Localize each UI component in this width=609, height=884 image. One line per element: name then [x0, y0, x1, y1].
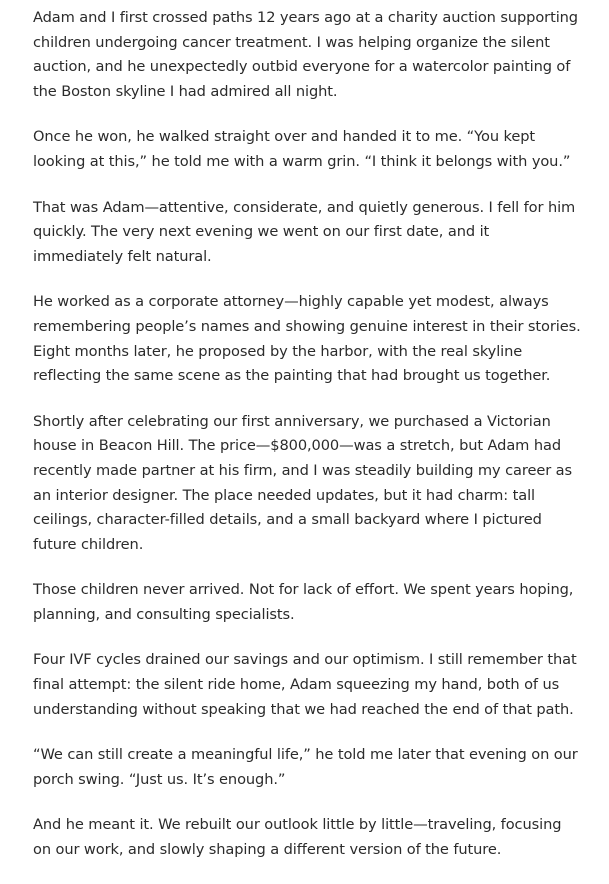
paragraph-9: And he meant it. We rebuilt our outlook little by little—traveling, focusing on our work, and slowly shaping a different version of the future.	[33, 816, 562, 859]
paragraph-5: Shortly after celebrating our first anniversary, we purchased a Victorian house in Beacon Hill. The price—$800,000—was a stretch, but Adam had recently made partner at his firm, and I was steadily building my career as an interior designer. The place needed updates, but it had charm: tall ceilings, character-filled details, and a small backyard where I pictured future children.	[33, 412, 573, 553]
article-body	[33, 6, 581, 884]
paragraph-1: Adam and I first crossed paths 12 years ago at a charity auction supporting children undergoing cancer treatment. I was helping organize the silent auction, and he unexpectedly outbid everyone for a watercolor painting of the Boston skyline I had admired all night.	[33, 9, 578, 100]
paragraph-3: That was Adam—attentive, considerate, and quietly generous. I fell for him quickly. The very next evening we went on our first date, and it immediately felt natural.	[33, 198, 576, 265]
paragraph-2: Once he won, he walked straight over and handed it to me. “You kept looking at this,” he told me with a warm grin. “I think it belongs with you.”	[33, 128, 571, 170]
paragraph-8: “We can still create a meaningful life,” he told me later that evening on our porch swing. “Just us. It’s enough.”	[33, 746, 578, 788]
paragraph-6: Those children never arrived. Not for lack of effort. We spent years hoping, planning, and consulting specialists.	[33, 581, 574, 623]
paragraph-7: Four IVF cycles drained our savings and our optimism. I still remember that final attempt: the silent ride home, Adam squeezing my hand, both of us understanding without speaking that we had reached the end of that path.	[33, 651, 577, 718]
paragraph-4: He worked as a corporate attorney—highly capable yet modest, always remembering people’s names and showing genuine interest in their stories. Eight months later, he proposed by the harbor, with the real skyline reflecting the same scene as the painting that had brought us together.	[33, 293, 581, 385]
